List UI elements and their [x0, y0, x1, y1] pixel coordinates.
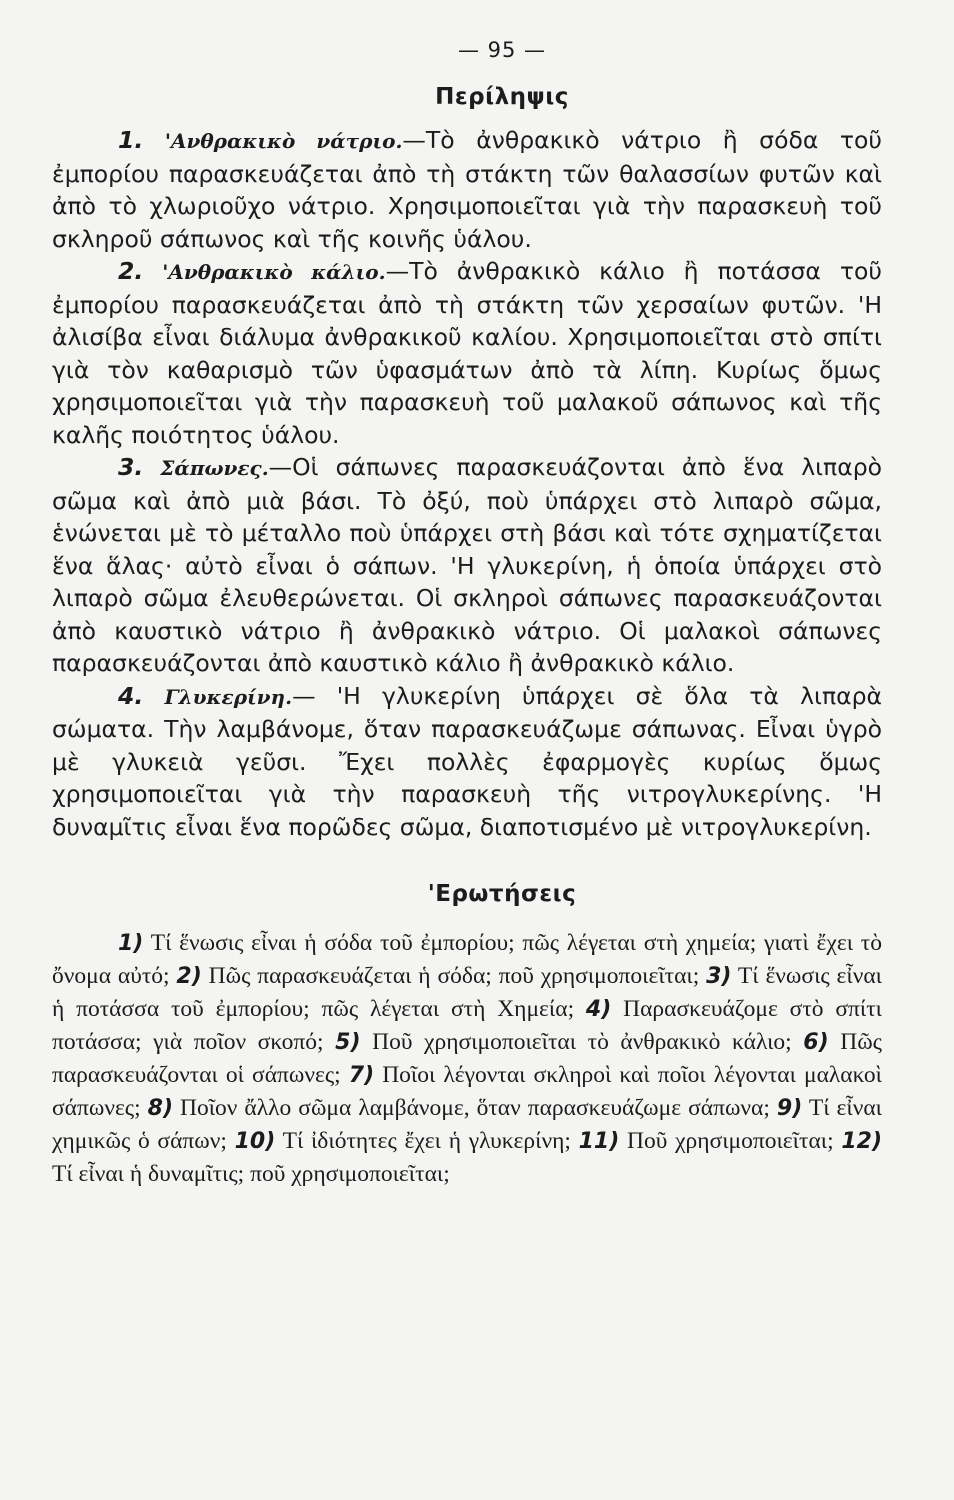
- question-text: Τί ἰδιότητες ἔχει ἡ γλυκερίνη;: [275, 1128, 579, 1154]
- paragraph-term: 'Ανθρακικὸ νάτριο.: [164, 129, 403, 153]
- paragraph-text: — 'Η γλυκερίνη ὑπάρχει σὲ ὅλα τὰ λιπαρὰ σώματα. Τὴν λαμβάνομε, ὅταν παρασκευάζωμε σάπωνας. Εἶναι ὑγρὸ μὲ γλυκειὰ γεῦσι. Ἔχει πολλὲς ἐφαρμογὲς κυρίως ὅμως χρησιμοποιεῖται γιὰ τὴν παρασκευὴ τῆς νιτρογλυκερίνης. 'Η δυναμῖτις εἶναι ἕνα πορῶδες σῶμα, διαποτισμένο μὲ νιτρογλυκερίνη.: [52, 681, 882, 841]
- paragraph-term: Γλυκερίνη.: [164, 684, 293, 709]
- question-text: Τί ἕνωσις εἶναι ἡ ποτάσσα τοῦ ἐμπορίου; πῶς λέγεται στὴ Χημεία;: [52, 963, 882, 1022]
- question-text: Τί εἶναι χημικῶς ὁ σάπων;: [52, 1095, 882, 1154]
- question-number: 12): [841, 1129, 882, 1154]
- paragraph-text: —Τὸ ἀνθρακικὸ νάτριο ἢ σόδα τοῦ ἐμπορίου παρασκευάζεται ἀπὸ τὴ στάκτη τῶν θαλασσίων φυτῶν καὶ ἀπὸ τὸ χλωριοῦχο νάτριο. Χρησιμοποιεῖται γιὰ τὴν παρασκευὴ τοῦ σκληροῦ σάπωνος καὶ τῆς κοινῆς ὑάλου.: [52, 126, 882, 253]
- questions-heading: 'Ερωτήσεις: [427, 881, 577, 907]
- document-page: [52, 38, 882, 1191]
- question-text: Παρασκευάζομε στὸ σπίτι ποτάσσα; γιὰ ποῖον σκοπό;: [52, 996, 882, 1055]
- paragraph-term: Σάπωνες.: [160, 456, 269, 480]
- question-number: 10): [234, 1129, 276, 1154]
- paragraph-term: 'Ανθρακικὸ κάλιο.: [162, 260, 386, 284]
- question-number: 8): [147, 1096, 174, 1121]
- question-text: Τί ἕνωσις εἶναι ἡ σόδα τοῦ ἐμπορίου; πῶς λέγεται στὴ χημεία; γιατὶ ἔχει τὸ ὄνομα αὐτό;: [52, 930, 882, 989]
- paragraph: [52, 680, 882, 844]
- summary-section: [52, 124, 882, 843]
- question-text: Ποῦ χρησιμοποιεῖται;: [619, 1128, 842, 1154]
- question-number: 2): [176, 964, 202, 989]
- paragraph-number: 3.: [118, 453, 144, 481]
- question-text: Ποῖον ἄλλο σῶμα λαμβάνομε, ὅταν παρασκευάζωμε σάπωνα;: [173, 1095, 777, 1121]
- paragraph: [52, 124, 882, 255]
- paragraph: [52, 451, 882, 680]
- question-text: Τί εἶναι ἡ δυναμῖτις; ποῦ χρησιμοποιεῖται;: [52, 1161, 450, 1187]
- question-number: 1): [118, 931, 144, 956]
- question-number: 3): [706, 964, 732, 989]
- question-number: 5): [335, 1030, 361, 1055]
- question-number: 4): [585, 997, 612, 1022]
- paragraph: [52, 255, 882, 451]
- paragraph-number: 2.: [118, 257, 144, 285]
- question-text: Πῶς παρασκευάζονται οἱ σάπωνες;: [52, 1029, 882, 1088]
- question-text: Ποῦ χρησιμοποιεῖται τὸ ἀνθρακικὸ κάλιο;: [360, 1029, 804, 1055]
- questions-section: [52, 927, 882, 1191]
- question-number: 11): [578, 1129, 620, 1154]
- question-number: 9): [776, 1096, 803, 1121]
- page-number: — 95 —: [457, 38, 547, 62]
- paragraph-number: 4.: [118, 681, 144, 710]
- questions-paragraph: [52, 927, 882, 1191]
- paragraph-number: 1.: [118, 126, 144, 154]
- question-text: Πῶς παρασκευάζεται ἡ σόδα; ποῦ χρησιμοποιεῖται;: [201, 963, 707, 989]
- question-text: Ποῖοι λέγονται σκληροὶ καὶ ποῖοι λέγονται μαλακοὶ σάπωνες;: [52, 1062, 882, 1121]
- paragraph-text: —Τὸ ἀνθρακικὸ κάλιο ἢ ποτάσσα τοῦ ἐμπορίου παρασκευάζεται ἀπὸ τὴ στάκτη τῶν χερσαίων φυτῶν. 'Η ἀλισίβα εἶναι διάλυμα ἀνθρακικοῦ καλίου. Χρησιμοποιεῖται στὸ σπίτι γιὰ τὸν καθαρισμὸ τῶν ὑφασμάτων ἀπὸ τὰ λίπη. Κυρίως ὅμως χρησιμοποιεῖται γιὰ τὴν παρασκευὴ τοῦ μαλακοῦ σάπωνος καὶ τῆς καλῆς ποιότητος ὑάλου.: [52, 257, 882, 449]
- question-number: 7): [348, 1063, 375, 1088]
- question-number: 6): [803, 1030, 829, 1055]
- summary-heading: Περίληψις: [435, 84, 569, 110]
- paragraph-text: —Οἱ σάπωνες παρασκευάζονται ἀπὸ ἕνα λιπαρὸ σῶμα καὶ ἀπὸ μιὰ βάσι. Τὸ ὀξύ, ποὺ ὑπάρχει στὸ λιπαρὸ σῶμα, ἑνώνεται μὲ τὸ μέταλλο ποὺ ὑπάρχει στὴ βάσι καὶ τότε σχηματίζεται ἕνα ἅλας· αὐτὸ εἶναι ὁ σάπων. 'Η γλυκερίνη, ἡ ὁποία ὑπάρχει στὸ λιπαρὸ σῶμα ἐλευθερώνεται. Οἱ σκληροὶ σάπωνες παρασκευάζονται ἀπὸ καυστικὸ νάτριο ἢ ἀνθρακικὸ νάτριο. Οἱ μαλακοὶ σάπωνες παρασκευάζονται ἀπὸ καυστικὸ κάλιο ἢ ἀνθρακικὸ κάλιο.: [52, 453, 882, 677]
